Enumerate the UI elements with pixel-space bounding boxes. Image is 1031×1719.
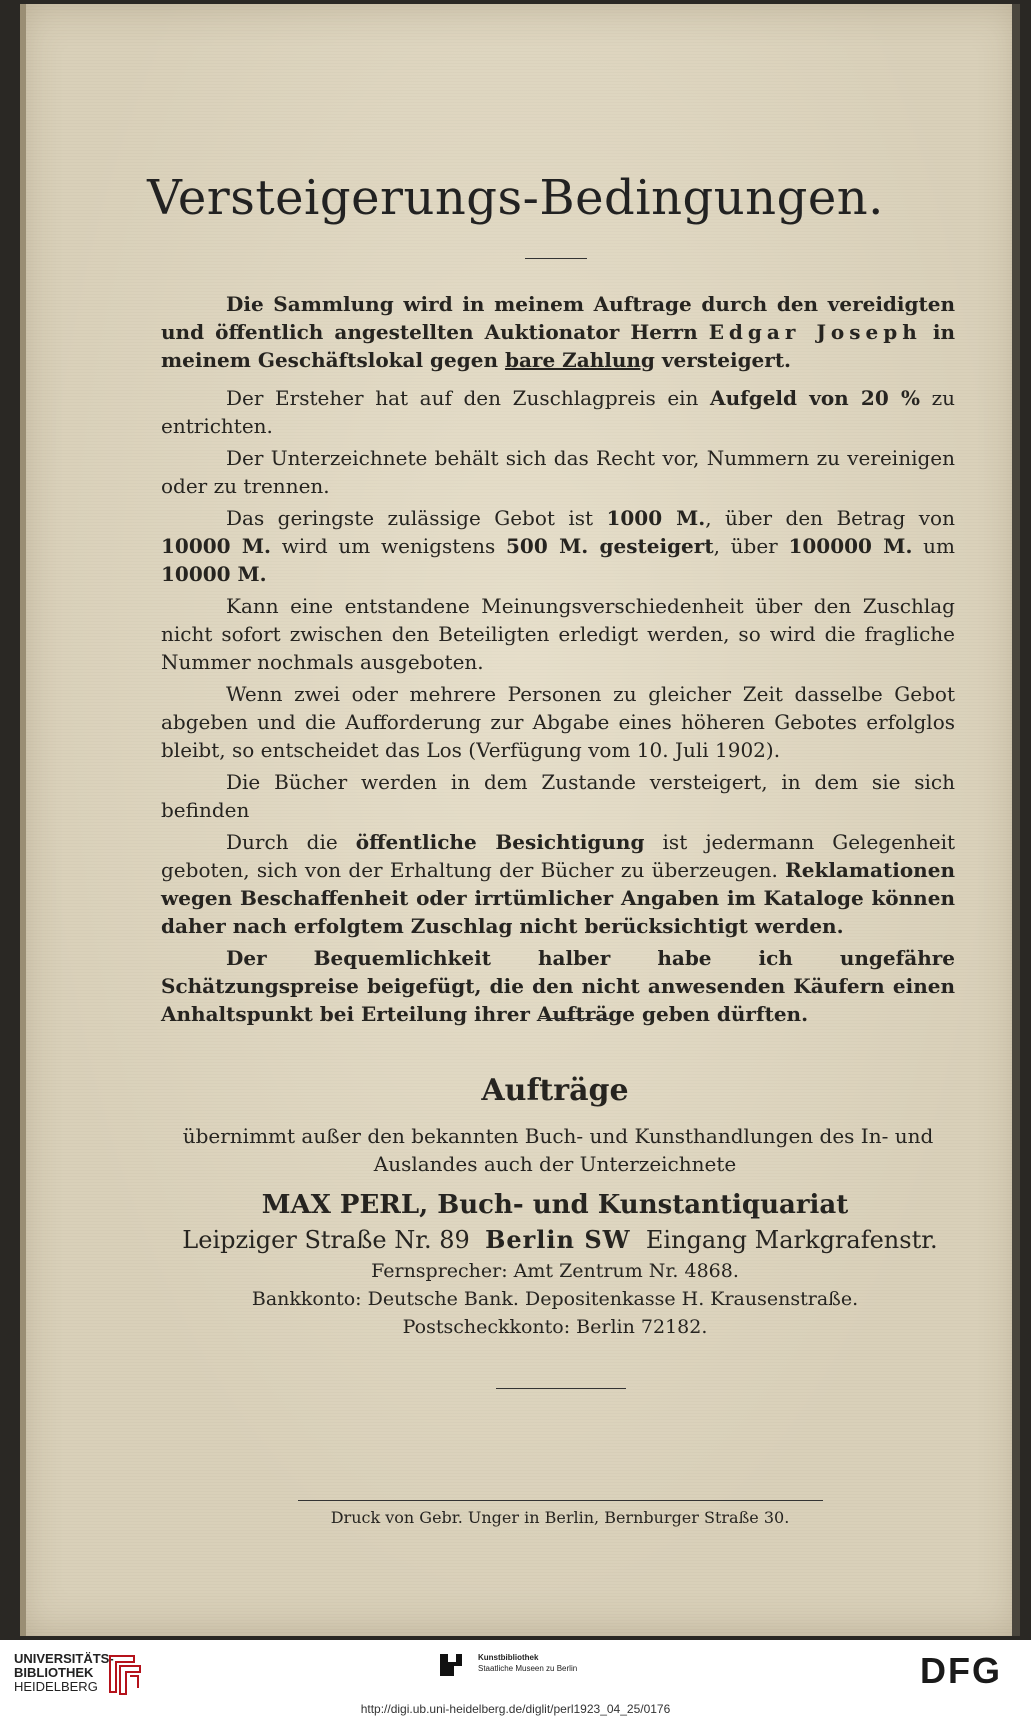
intro-paragraph bbox=[161, 290, 955, 374]
permalink-url[interactable]: http://digi.ub.uni-heidelberg.de/diglit/perl1923_04_25/0176 bbox=[360, 1702, 671, 1716]
increment-1: 500 M. gesteigert bbox=[506, 534, 714, 558]
firm-address bbox=[150, 1225, 970, 1254]
printer-imprint: Druck von Gebr. Unger in Berlin, Bernburger Straße 30. bbox=[330, 1508, 790, 1527]
bid-text-3: wird um wenigstens bbox=[271, 534, 507, 558]
public-inspection: öffentliche Besichtigung bbox=[355, 830, 645, 854]
kb-line-2: Staatliche Museen zu Berlin bbox=[478, 1664, 578, 1673]
orders-line-1: übernimmt außer den bekannten Buch- und Kunsthandlungen des In- und bbox=[182, 1124, 934, 1148]
page-title: Versteigerungs-Bedingungen. bbox=[147, 170, 884, 226]
conditions-body bbox=[161, 290, 955, 1032]
dispute-paragraph: Kann eine entstandene Meinungsverschiedenheit über den Zuschlag nicht sofort zwischen den Beteiligten erledigt werden, so wird die fragliche Nummer nochmals ausgeboten. bbox=[161, 594, 955, 674]
reserve-rights-paragraph: Der Unterzeichnete behält sich das Recht vor, Nummern zu vereinigen oder zu trennen. bbox=[161, 446, 955, 498]
kunstbibliothek-logo bbox=[440, 1652, 578, 1683]
threshold-1: 10000 M. bbox=[161, 534, 272, 558]
section-divider-1 bbox=[540, 1018, 610, 1019]
street-address: Leipziger Straße Nr. 89 bbox=[182, 1226, 470, 1254]
bank-line: Bankkonto: Deutsche Bank. Depositenkasse H. Krausenstraße. bbox=[251, 1288, 859, 1310]
increment-2: 10000 M. bbox=[161, 562, 267, 586]
phone-line: Fernsprecher: Amt Zentrum Nr. 4868. bbox=[371, 1260, 739, 1282]
ub-heidelberg-wordmark bbox=[14, 1652, 114, 1694]
kb-line-1: Kunstbibliothek bbox=[478, 1653, 539, 1662]
threshold-2: 100000 M. bbox=[788, 534, 913, 558]
city-district: Berlin SW bbox=[485, 1225, 631, 1254]
kunstbibliothek-text bbox=[478, 1652, 577, 1674]
firm-name: MAX PERL, Buch- und Kunstantiquariat bbox=[261, 1190, 849, 1220]
bid-text-5: um bbox=[912, 534, 955, 558]
auctioneer-name: Edgar Joseph bbox=[708, 320, 922, 344]
premium-amount: Aufgeld von 20 % bbox=[710, 386, 920, 410]
complaints-notice: Reklamationen wegen Beschaffenheit oder irrtümlicher Angaben im Kataloge können daher nach erfolgtem Zuschlag nicht berücksichtigt werden. bbox=[161, 858, 955, 938]
condition-paragraph: Die Bücher werden in dem Zustande versteigert, in dem sie sich befinden bbox=[161, 770, 955, 822]
entrance-info: Eingang Markgrafenstr. bbox=[645, 1226, 938, 1254]
title-divider bbox=[525, 258, 587, 259]
premium-text-1: Der Ersteher hat auf den Zuschlagpreis ein bbox=[226, 386, 711, 410]
bid-text-4: , über bbox=[713, 534, 789, 558]
kunstbibliothek-mark-icon bbox=[440, 1652, 470, 1678]
bid-text-2: , über den Betrag von bbox=[705, 506, 955, 530]
postcheck-line: Postscheckkonto: Berlin 72182. bbox=[402, 1316, 708, 1338]
bid-increments-paragraph bbox=[161, 504, 955, 588]
section-divider-2 bbox=[496, 1388, 626, 1389]
ub-line-3: HEIDELBERG bbox=[14, 1679, 98, 1694]
tie-paragraph: Wenn zwei oder mehrere Personen zu gleicher Zeit dasselbe Gebot abgeben und die Aufforderung zur Abgabe eines höheren Gebotes erfolglos bleibt, so entscheidet das Los (Verfügung vom 10. Juli 1902). bbox=[161, 682, 955, 762]
ub-heidelberg-logo-icon bbox=[104, 1652, 144, 1696]
premium-paragraph bbox=[161, 384, 955, 440]
orders-heading: Aufträge bbox=[481, 1073, 629, 1108]
inspection-paragraph bbox=[161, 828, 955, 940]
min-bid: 1000 M. bbox=[606, 506, 706, 530]
ub-line-1: UNIVERSITÄTS- bbox=[14, 1651, 114, 1666]
printer-rule bbox=[298, 1500, 823, 1501]
ub-line-2: BIBLIOTHEK bbox=[14, 1665, 94, 1680]
page-edge-right bbox=[1012, 4, 1020, 1636]
cash-payment-text: bare Zahlung bbox=[504, 348, 655, 372]
digitization-footer bbox=[0, 1640, 1031, 1719]
intro-text-2: in meinem Geschäftslokal gegen bbox=[161, 320, 955, 372]
dfg-logo: DFG bbox=[920, 1650, 1002, 1691]
inspection-text-2: ist jedermann Gelegenheit geboten, sich von der Erhaltung der Bücher zu überzeugen. bbox=[161, 830, 956, 882]
bid-text-1: Das geringste zulässige Gebot ist bbox=[226, 506, 607, 530]
estimates-paragraph: Der Bequemlichkeit halber habe ich ungefähre Schätzungspreise beigefügt, die den nicht anwesenden Käufern einen Anhaltspunkt bei Erteilung ihrer Aufträge geben dürften. bbox=[161, 946, 955, 1026]
premium-text-2: zu entrichten. bbox=[161, 386, 956, 438]
intro-text-3: versteigert. bbox=[654, 348, 792, 372]
orders-line-2: Auslandes auch der Unterzeichnete bbox=[373, 1152, 737, 1176]
inspection-text-1: Durch die bbox=[226, 830, 356, 854]
page-edge-left bbox=[20, 4, 26, 1636]
intro-text-1: Die Sammlung wird in meinem Auftrage durch den vereidigten und öffentlich angestellten Auktionator Herrn bbox=[161, 292, 955, 344]
